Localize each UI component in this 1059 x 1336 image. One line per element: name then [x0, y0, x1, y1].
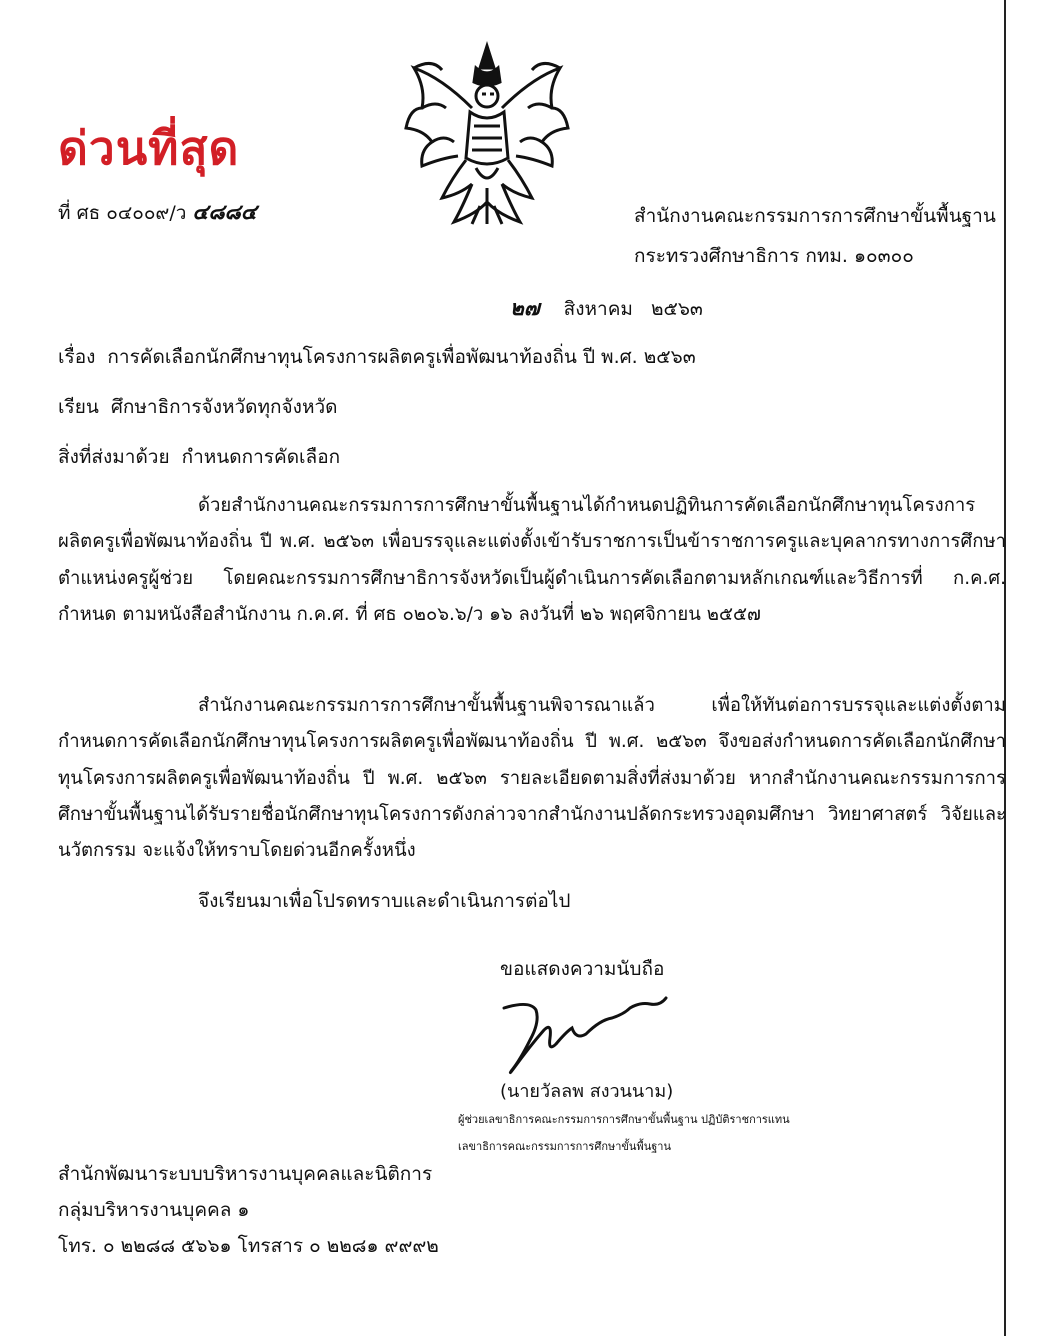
recipient-line [58, 392, 337, 422]
closing-line: จึงเรียนมาเพื่อโปรดทราบและดำเนินการต่อไป [198, 890, 571, 912]
document-number-prefix: ที่ ศธ ๐๔๐๐๙/ว [58, 202, 187, 224]
page-edge-line [1004, 0, 1006, 1336]
subject-label: เรื่อง [58, 346, 96, 368]
body-paragraph-2: สำนักงานคณะกรรมการการศึกษาขั้นพื้นฐานพิจารณาแล้ว เพื่อให้ทันต่อการบรรจุและแต่งตั้งตามกำหนดการคัดเลือกนักศึกษาทุนโครงการผลิตครูเพื่อพัฒนาท้องถิ่น ปี พ.ศ. ๒๕๖๓ จึงขอส่งกำหนดการคัดเลือกนักศึกษาทุนโครงการผลิตครูเพื่อพัฒนาท้องถิ่น ปี พ.ศ. ๒๕๖๓ รายละเอียดตามสิ่งที่ส่งมาด้วย หากสำนักงานคณะกรรมการการศึกษาขั้นพื้นฐานได้รับรายชื่อนักศึกษาทุนโครงการดังกล่าวจากสำนักงานปลัดกระทรวงอุดมศึกษา วิทยาศาสตร์ วิจัยและนวัตกรรม จะแจ้งให้ทราบโดยด่วนอีกครั้งหนึ่ง [58, 695, 1006, 862]
issuer-address: กระทรวงศึกษาธิการ กทม. ๑๐๓๐๐ [634, 245, 914, 267]
signer-position-line-2: เลขาธิการคณะกรรมการการศึกษาขั้นพื้นฐาน [458, 1140, 671, 1153]
contact-group: กลุ่มบริหารงานบุคคล ๑ [58, 1199, 250, 1221]
date-day: ๒๗ [510, 296, 540, 320]
issuer-block [634, 196, 996, 276]
document-number [58, 196, 257, 229]
recipient-text: ศึกษาธิการจังหวัดทุกจังหวัด [110, 396, 338, 418]
letter-date [510, 292, 703, 325]
enclosure-text: กำหนดการคัดเลือก [181, 446, 341, 468]
body-paragraph-1: ด้วยสำนักงานคณะกรรมการการศึกษาขั้นพื้นฐานได้กำหนดปฏิทินการคัดเลือกนักศึกษาทุนโครงการผลิตครูเพื่อพัฒนาท้องถิ่น ปี พ.ศ. ๒๕๖๓ เพื่อบรรจุและแต่งตั้งเข้ารับราชการเป็นข้าราชการครูและบุคลากรทางการศึกษา ตำแหน่งครูผู้ช่วย โดยคณะกรรมการศึกษาธิการจังหวัดเป็นผู้ดำเนินการคัดเลือกตามหลักเกณฑ์และวิธีการที่ ก.ค.ศ. กำหนด ตามหนังสือสำนักงาน ก.ค.ศ. ที่ ศธ ๐๒๐๖.๖/ว ๑๖ ลงวันที่ ๒๖ พฤศจิกายน ๒๕๕๗ [58, 495, 1006, 625]
signer-name: (นายวัลลพ สงวนนาม) [500, 1081, 674, 1102]
signer-position-line-1: ผู้ช่วยเลขาธิการคณะกรรมการการศึกษาขั้นพื้นฐาน ปฏิบัติราชการแทน [458, 1113, 790, 1126]
regards-line: ขอแสดงความนับถือ [500, 958, 665, 980]
issuer-office: สำนักงานคณะกรรมการการศึกษาขั้นพื้นฐาน [634, 205, 996, 227]
date-month: สิงหาคม [563, 298, 633, 320]
signature-icon [500, 990, 670, 1080]
recipient-label: เรียน [58, 396, 99, 418]
enclosure-line [58, 442, 340, 472]
contact-phone-fax: โทร. ๐ ๒๒๘๘ ๕๖๖๑ โทรสาร ๐ ๒๒๘๑ ๙๙๙๒ [58, 1235, 439, 1257]
urgency-stamp: ด่วนที่สุด [58, 121, 240, 175]
contact-bureau: สำนักพัฒนาระบบบริหารงานบุคคลและนิติการ [58, 1163, 433, 1185]
document-number-value: ๔๘๘๔ [192, 200, 257, 224]
enclosure-label: สิ่งที่ส่งมาด้วย [58, 446, 170, 468]
subject-line [58, 342, 696, 372]
date-year: ๒๕๖๓ [650, 298, 703, 320]
subject-text: การคัดเลือกนักศึกษาทุนโครงการผลิตครูเพื่อพัฒนาท้องถิ่น ปี พ.ศ. ๒๕๖๓ [107, 346, 696, 368]
garuda-emblem-icon [402, 38, 572, 228]
contact-footer [58, 1156, 439, 1264]
